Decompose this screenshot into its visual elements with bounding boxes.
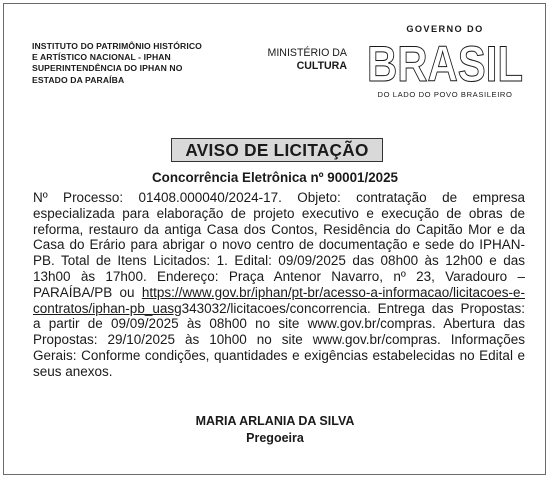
body-text-part-1: Nº Processo: 01408.000040/2024-17. Objeto: contratação de empresa especializada para elaboração de projeto executivo e execução de obras de reforma, restauro da antiga Casa dos Contos, Residência do Capitão Mor e da Casa do Erário para abrigar o novo centro de documentação e sede do IPHAN-PB. Total de Itens Licitados: 1. Edital: 09/09/2025 das 08h00 às 12h00 e das 13h00 às 17h00. Endereço: Praça Antenor Navarro, nº 23, Varadouro – PARAÍBA/PB ou — [33, 190, 525, 300]
institution-block — [32, 41, 247, 86]
brasil-outline-logo — [366, 36, 524, 92]
institution-line: SUPERINTENDÊNCIA DO IPHAN NO — [32, 63, 183, 74]
body-text-part-2: 343032/licitacoes/concorrencia. Entrega das Propostas: a partir de 09/09/2025 às 08h00 no site www.gov.br/compras. Abertura das Propostas: 29/10/2025 às 10h00 no site www.gov.br/compras. Informações Gerais: Conforme condições, quantidades e exigências estabelecidas no Edital e seus anexos. — [33, 300, 525, 379]
gov-top-text: GOVERNO DO — [406, 24, 484, 34]
ministry-line-2: CULTURA — [296, 60, 347, 72]
institution-line: ESTADO DA PARAÍBA — [32, 74, 125, 85]
ministry-label — [253, 47, 347, 73]
signer-role: Pregoeira — [246, 431, 304, 445]
notice-title: AVISO DE LICITAÇÃO — [171, 138, 383, 162]
gov-bottom-text: DO LADO DO POVO BRASILEIRO — [377, 90, 513, 99]
notice-body — [33, 190, 525, 380]
ministry-line-1: MINISTÉRIO DA — [267, 47, 347, 59]
governo-brasil-logo — [366, 24, 524, 104]
iphan-link[interactable]: https://www.gov.br/iphan/pt-br/acesso-a-informacao/licitacoes-e-contratos/iphan-pb_uasg — [33, 284, 525, 316]
signer-name: MARIA ARLANIA DA SILVA — [195, 414, 355, 428]
institution-line: INSTITUTO DO PATRIMÔNIO HISTÓRICO — [32, 41, 202, 51]
brasil-logo-word: BRASIL — [367, 36, 523, 92]
notice-subtitle: Concorrência Eletrônica nº 90001/2025 — [151, 170, 399, 185]
institution-line: E ARTÍSTICO NACIONAL - IPHAN — [32, 52, 171, 63]
